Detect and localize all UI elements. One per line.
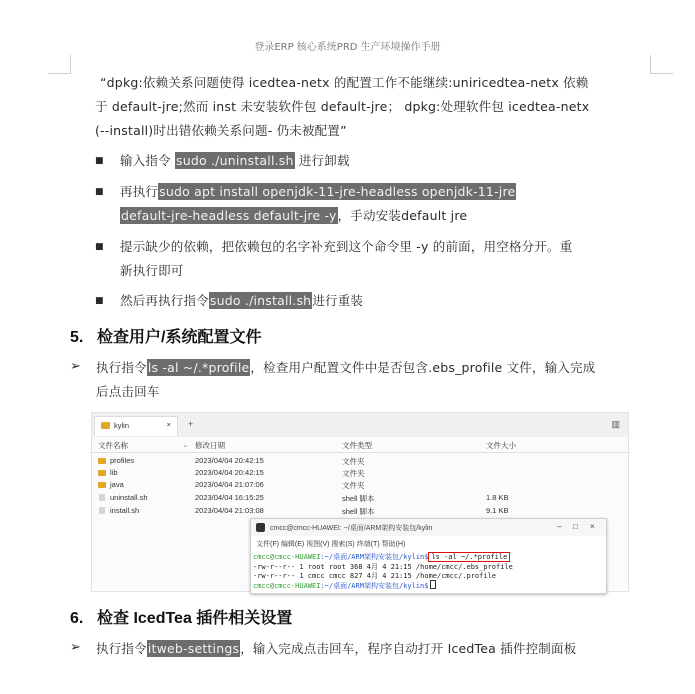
file-manager-tabbar [92, 413, 628, 437]
section-5-title: 检查用户/系统配置文件 [97, 329, 262, 346]
new-tab-icon[interactable]: + [188, 419, 194, 429]
ls-profile-command: ls -al ~/.*profile [147, 360, 250, 375]
prompt-user: cmcc@cmcc-HUAWEI [253, 582, 321, 590]
page-header: 登录ERP 核心系统PRD 生产环境操作手册 [254, 42, 441, 53]
folder-icon [98, 470, 106, 476]
bullet-2-text-after: ，手动安装default jre [337, 208, 468, 223]
terminal-prompt-line [253, 580, 436, 591]
bullet-4-text-after: 进行重装 [312, 293, 364, 308]
file-date: 2023/04/04 16:15:25 [195, 493, 264, 502]
file-type: 文件夹 [342, 469, 365, 478]
section-6-text: 执行指令 [96, 641, 147, 656]
intro-line-1: “dpkg:依赖关系问题使得 icedtea-netx 的配置工作不能继续:uniricedtea-netx 依赖 [100, 75, 589, 90]
close-tab-icon[interactable]: × [166, 420, 171, 429]
column-size[interactable]: 文件大小 [486, 441, 516, 450]
column-date[interactable]: 修改日期 [195, 441, 225, 450]
terminal-icon [256, 523, 265, 532]
itweb-settings-command: itweb-settings [147, 641, 240, 656]
section-6-line-1 [96, 638, 576, 660]
sort-chevron-icon[interactable]: ⌄ [182, 440, 189, 449]
prompt-path: :~/桌面/ARM架构安装包/kylin$ [320, 553, 429, 561]
shell-script-icon [99, 494, 105, 501]
section-5-text-after: ，检查用户配置文件中是否包含.ebs_profile 文件，输入完成 [250, 360, 596, 375]
section-5-line-2: 后点击回车 [96, 384, 160, 399]
file-row[interactable] [92, 466, 628, 478]
file-type: shell 脚本 [342, 494, 375, 503]
terminal-output-line: -rw-r--r-- 1 cmcc cmcc 827 4月 4 21:15 /home/cmcc/.profile [253, 572, 497, 580]
section-5-text: 执行指令 [96, 360, 147, 375]
bullet-4-text: 然后再执行指令 [120, 293, 209, 308]
file-size: 9.1 KB [486, 506, 509, 515]
minimize-icon[interactable]: – [557, 522, 562, 531]
file-row[interactable] [92, 504, 628, 516]
install-command: sudo ./install.sh [209, 293, 312, 308]
tab-kylin[interactable] [94, 416, 178, 436]
terminal-command: ls -al ~/.*profile [428, 552, 510, 562]
file-row[interactable] [92, 454, 628, 466]
bullet-2-line-2 [120, 205, 467, 227]
terminal-title: cmcc@cmcc-HUAWEI: ~/桌面/ARM架构安装包/kylin [270, 525, 433, 532]
column-type[interactable]: 文件类型 [342, 441, 372, 450]
section-5-line-1 [96, 357, 596, 379]
bullet-3-line-2: 新执行即可 [120, 263, 184, 278]
file-date: 2023/04/04 20:42:15 [195, 468, 264, 477]
maximize-icon[interactable]: □ [573, 522, 578, 531]
column-header [92, 438, 628, 453]
file-row[interactable] [92, 478, 628, 490]
arrow-bullet-icon: ➢ [70, 640, 81, 655]
file-name: lib [110, 468, 118, 477]
file-row[interactable] [92, 491, 628, 503]
folder-icon [101, 422, 110, 429]
arrow-bullet-icon: ➢ [70, 359, 81, 374]
bullet-2-line-1 [120, 181, 516, 203]
apt-install-command: sudo apt install openjdk-11-jre-headless openjdk-11-jre [159, 184, 516, 199]
view-mode-icon[interactable]: ▥ [611, 419, 620, 429]
file-type: shell 脚本 [342, 507, 375, 516]
bullet-square-icon: ■ [95, 296, 104, 306]
file-type: 文件夹 [342, 481, 365, 490]
folder-icon [98, 482, 106, 488]
terminal-window [250, 518, 607, 594]
section-5-heading [70, 324, 261, 347]
close-icon[interactable]: × [590, 522, 595, 531]
apt-install-command-cont: default-jre-headless default-jre -y [121, 208, 337, 223]
section-6-title: 检查 IcedTea 插件相关设置 [97, 610, 293, 627]
section-6-heading [70, 605, 292, 628]
file-name: install.sh [110, 506, 140, 515]
terminal-output-line: -rw-r--r-- 1 root root 368 4月 4 21:15 /home/cmcc/.ebs_profile [253, 563, 513, 571]
bullet-1-text: 输入指令 [120, 153, 171, 168]
file-name: uninstall.sh [110, 493, 148, 502]
bullet-square-icon: ■ [95, 187, 104, 197]
file-date: 2023/04/04 21:07:06 [195, 480, 264, 489]
intro-line-2: 于 default-jre;然而 inst 未安装软件包 default-jre； dpkg:处理软件包 icedtea-netx [95, 99, 590, 114]
bullet-2-text: 再执行 [120, 184, 159, 199]
cursor [430, 580, 436, 589]
prompt-user: cmcc@cmcc-HUAWEI [253, 553, 321, 561]
bullet-3-line-1: 提示缺少的依赖，把依赖包的名字补充到这个命令里 -y 的前面，用空格分开。重 [120, 239, 573, 254]
shell-script-icon [99, 507, 105, 514]
bullet-4 [120, 290, 363, 312]
section-6-number: 6. [70, 610, 84, 627]
file-type: 文件夹 [342, 457, 365, 466]
crop-mark-right [650, 55, 673, 74]
terminal-titlebar [251, 519, 606, 536]
prompt-path: :~/桌面/ARM架构安装包/kylin$ [320, 582, 429, 590]
tab-label: kylin [114, 421, 130, 430]
intro-line-3: (--install)时出错依赖关系问题- 仍未被配置” [95, 123, 347, 138]
crop-mark-left [48, 55, 71, 74]
bullet-square-icon: ■ [95, 242, 104, 252]
section-5-number: 5. [70, 329, 84, 346]
folder-icon [98, 458, 106, 464]
file-name: java [110, 480, 124, 489]
file-date: 2023/04/04 20:42:15 [195, 456, 264, 465]
terminal-prompt-line [253, 552, 510, 562]
bullet-1 [120, 150, 350, 172]
uninstall-command: sudo ./uninstall.sh [176, 153, 294, 168]
file-size: 1.8 KB [486, 493, 509, 502]
section-6-text-after: ，输入完成点击回车，程序自动打开 IcedTea 插件控制面板 [240, 641, 577, 656]
bullet-square-icon: ■ [95, 156, 104, 166]
terminal-menubar[interactable]: 文件(F) 编辑(E) 视图(V) 搜索(S) 终端(T) 帮助(H) [256, 541, 406, 548]
column-name[interactable]: 文件名称 [98, 441, 128, 450]
bullet-1-text-after: 进行卸载 [298, 153, 350, 168]
file-date: 2023/04/04 21:03:08 [195, 506, 264, 515]
file-name: profiles [110, 456, 135, 465]
